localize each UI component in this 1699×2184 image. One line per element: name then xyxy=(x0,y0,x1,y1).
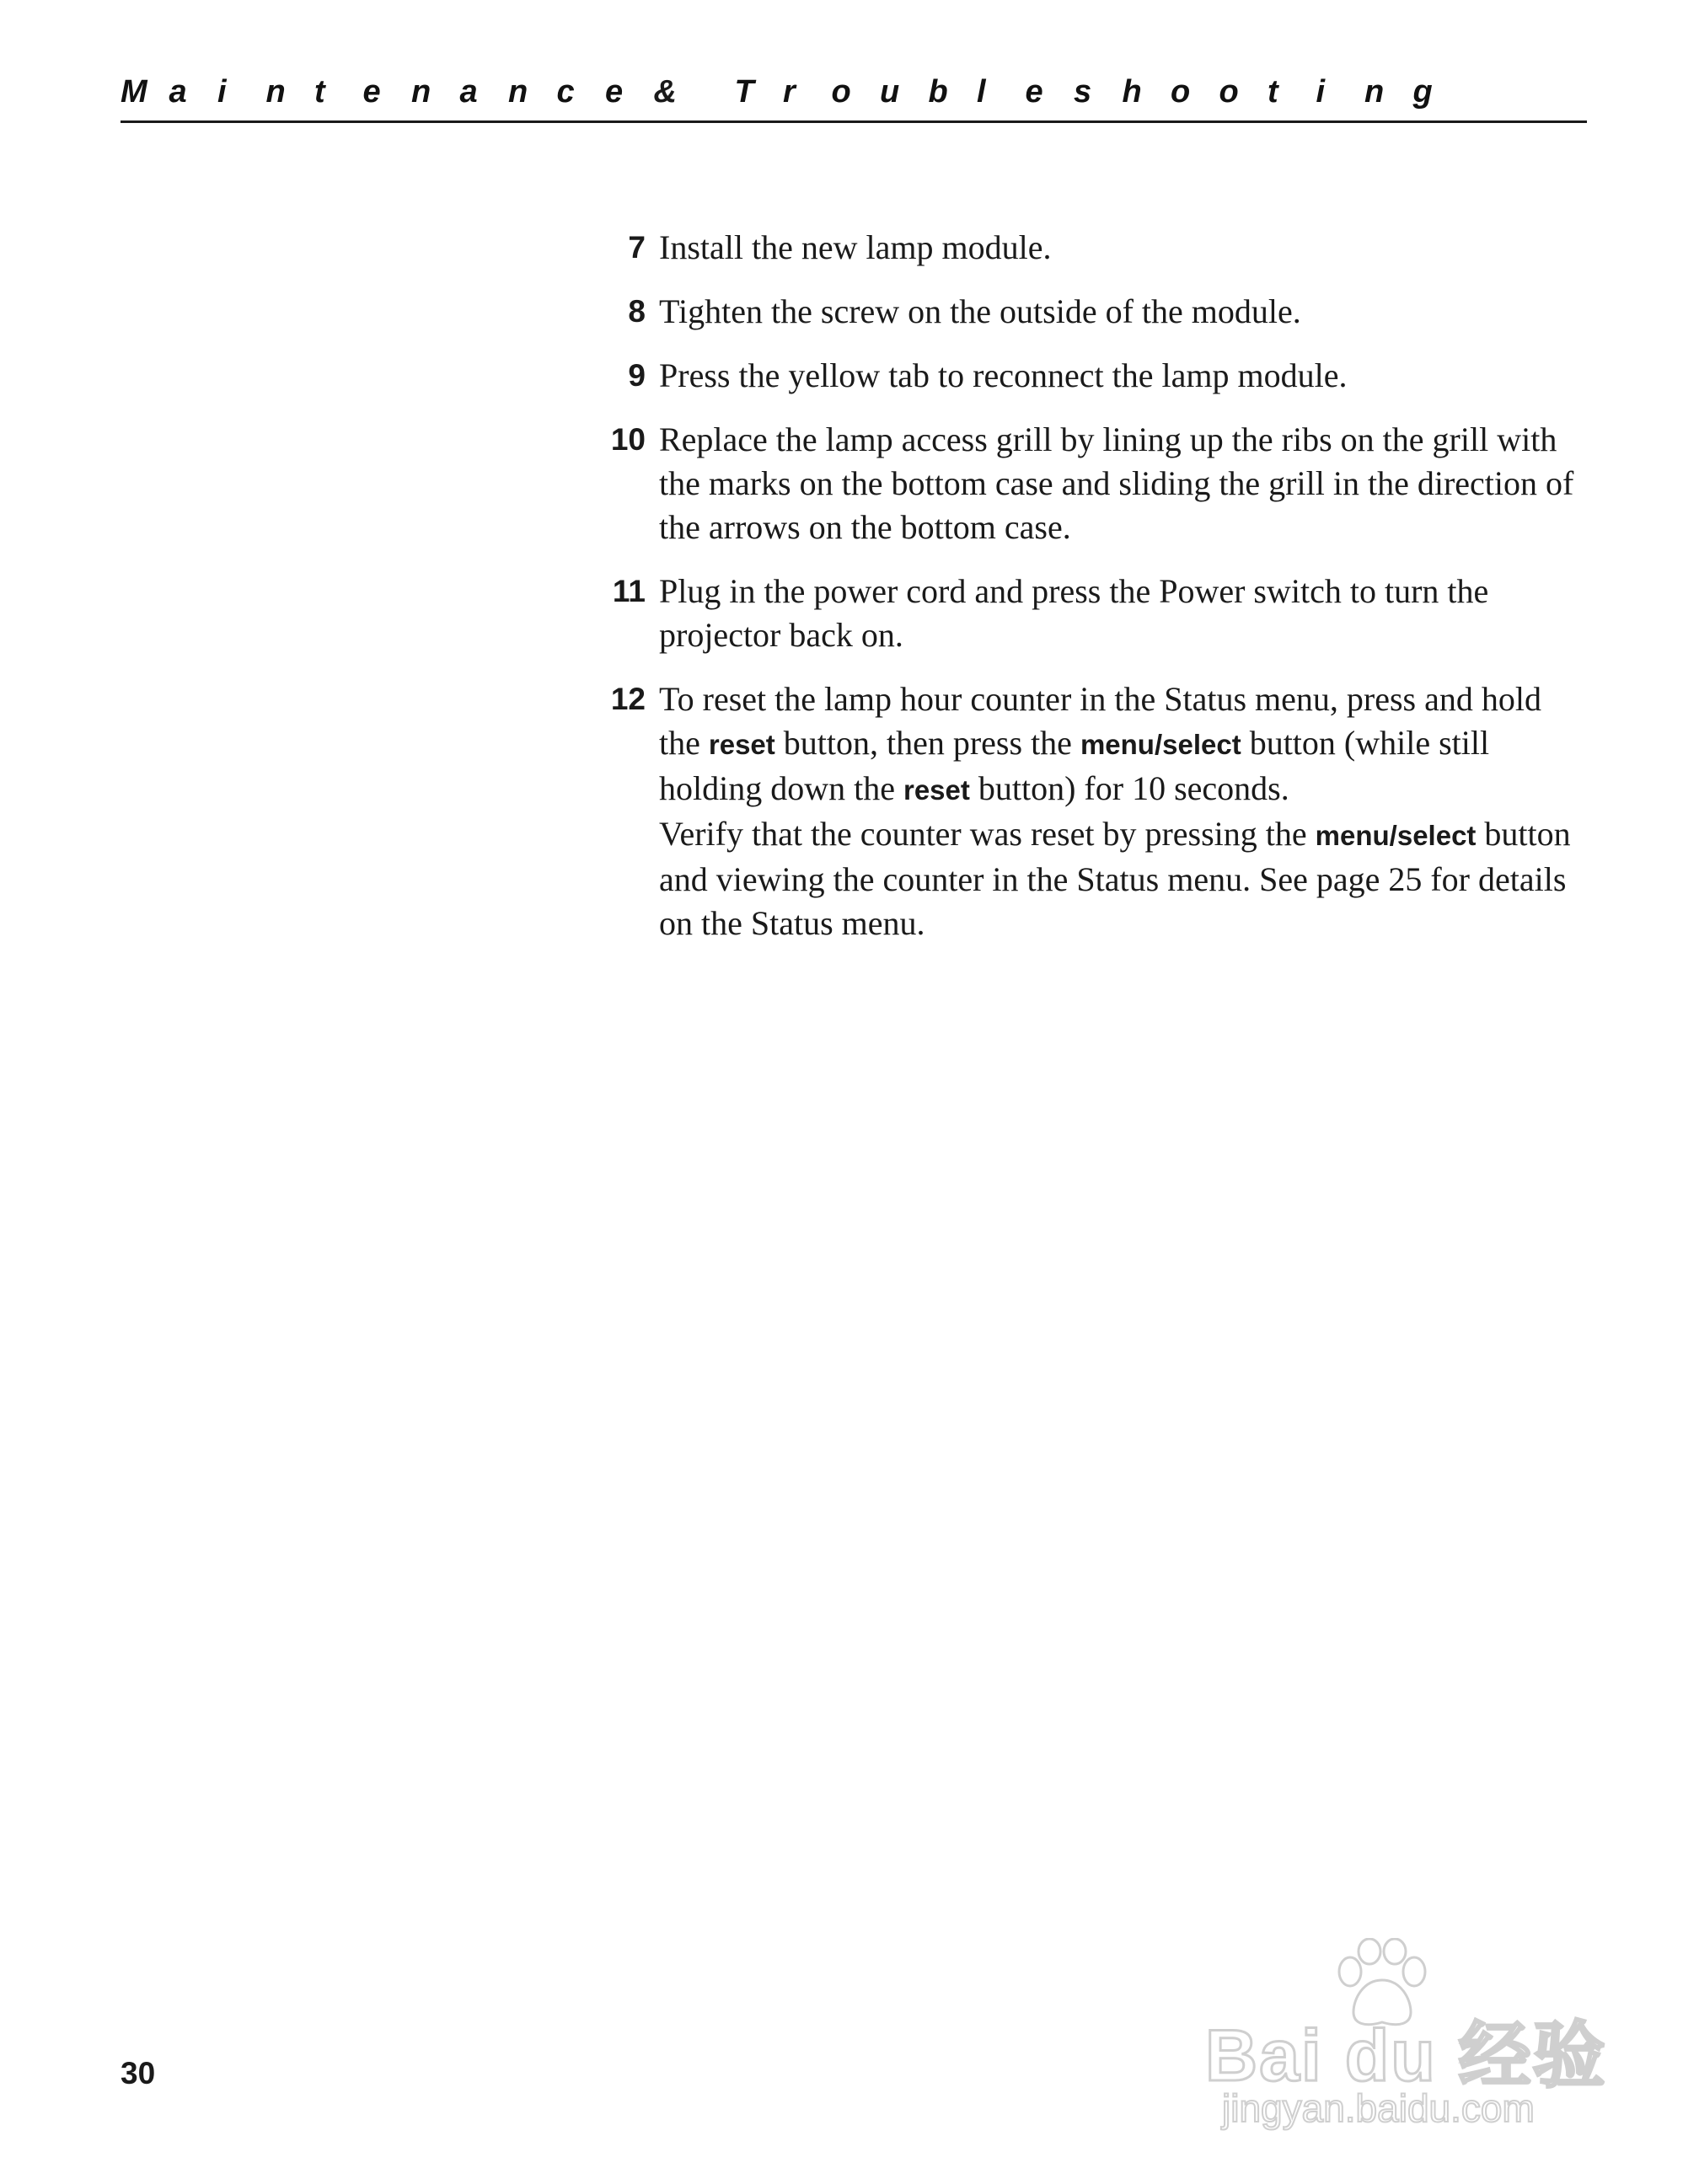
step-text-part: button (while still holding down the xyxy=(659,724,1490,807)
step-text: Install the new lamp module. xyxy=(659,228,1052,266)
running-head-word-1 xyxy=(121,74,654,110)
running-head-letter: b xyxy=(928,73,948,110)
step-12-paragraph-1 xyxy=(659,677,1586,812)
running-head-letter: r xyxy=(783,73,796,110)
running-head-letter: e xyxy=(362,73,381,110)
header-rule xyxy=(121,120,1587,123)
running-head-letter: M xyxy=(121,73,147,110)
step-text-part: Verify that the counter was reset by pressing the xyxy=(659,815,1307,853)
running-head-letter: a xyxy=(459,73,478,110)
step-text: Replace the lamp access grill by lining up the ribs on the grill with the marks on the bottom case and sliding the grill in the direction of the arrows on the bottom case. xyxy=(659,420,1574,546)
running-head xyxy=(121,71,1587,113)
step-list xyxy=(590,226,1601,966)
watermark-url: jingyan.baidu.com xyxy=(1222,2086,1535,2130)
running-head-letter: t xyxy=(1268,73,1278,110)
running-head-letter: l xyxy=(977,73,986,110)
running-head-letter: n xyxy=(508,73,528,110)
step-12 xyxy=(590,677,1601,945)
step-text-part: button) for 10 seconds. xyxy=(978,769,1289,807)
running-head-letter: c xyxy=(556,73,575,110)
step-text: Plug in the power cord and press the Power switch to turn the projector back on. xyxy=(659,572,1489,654)
step-11 xyxy=(590,570,1601,657)
step-text: Tighten the screw on the outside of the module. xyxy=(659,292,1301,330)
running-head-word-2 xyxy=(735,74,1462,110)
step-9 xyxy=(590,354,1601,398)
step-text-part: button and viewing the counter in the Status menu. See page 25 for details on the Status menu. xyxy=(659,815,1571,942)
running-head-letter: e xyxy=(1025,73,1043,110)
running-head-letter: i xyxy=(217,73,227,110)
page-number: 30 xyxy=(121,2056,156,2090)
step-text: Press the yellow tab to reconnect the lamp module. xyxy=(659,356,1348,394)
running-head-letter: s xyxy=(1074,73,1092,110)
running-head-letter: T xyxy=(734,73,754,110)
step-number: 9 xyxy=(628,358,646,393)
running-head-letter: t xyxy=(314,73,325,110)
baidu-jingyan-watermark xyxy=(1205,1938,1610,2149)
reset-button-keyword: reset xyxy=(708,729,775,760)
menu-select-button-keyword: menu/select xyxy=(1080,729,1241,760)
running-head-letter: h xyxy=(1122,73,1142,110)
step-7 xyxy=(590,226,1601,270)
step-number: 10 xyxy=(610,422,646,457)
watermark-brand: Bai du 经验 xyxy=(1205,2015,1607,2096)
step-number: 11 xyxy=(612,574,646,608)
step-text-part: button, then press the xyxy=(783,724,1072,762)
running-head-letter: n xyxy=(411,73,431,110)
running-head-letter: o xyxy=(831,73,851,110)
running-head-ampersand: & xyxy=(653,73,677,110)
running-head-letter: i xyxy=(1316,73,1326,110)
step-number: 8 xyxy=(628,294,646,329)
running-head-letter: g xyxy=(1412,73,1433,110)
running-head-letter: a xyxy=(169,73,187,110)
running-head-letter: n xyxy=(1364,73,1385,110)
step-10 xyxy=(590,418,1601,549)
step-number: 7 xyxy=(628,230,646,265)
step-8 xyxy=(590,290,1601,334)
menu-select-button-keyword: menu/select xyxy=(1315,820,1477,851)
step-12-paragraph-2 xyxy=(659,812,1586,945)
running-head-letter: u xyxy=(880,73,900,110)
running-head-letter: e xyxy=(605,73,624,110)
step-text xyxy=(659,677,1586,945)
step-number: 12 xyxy=(610,682,646,716)
reset-button-keyword: reset xyxy=(903,774,970,806)
step-text-part: To reset the lamp hour counter in the Status menu, press and hold the xyxy=(659,680,1541,762)
running-head-letter: n xyxy=(265,73,286,110)
running-head-letter: o xyxy=(1219,73,1239,110)
running-head-letter: o xyxy=(1171,73,1191,110)
